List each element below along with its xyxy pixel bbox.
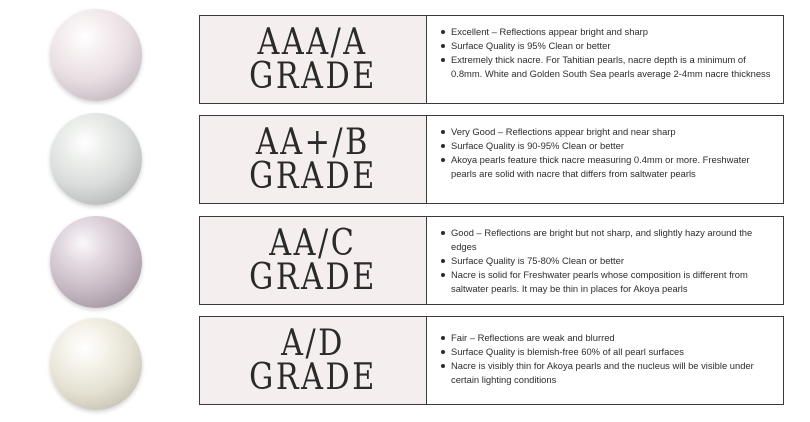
grade-description-box	[426, 316, 784, 405]
grade-description-box	[426, 115, 784, 204]
pearl-image-aa	[50, 216, 142, 308]
grade-label: GRADE	[249, 55, 377, 97]
grade-code: AA/C	[269, 222, 357, 264]
pearl-image-aa-plus	[50, 113, 142, 205]
criteria-item: Very Good – Reflections appear bright and near sharp	[439, 125, 775, 139]
pearl-image-a	[50, 318, 142, 410]
grade-criteria-list	[439, 226, 775, 296]
criteria-item: Nacre is solid for Freshwater pearls whose composition is different from saltwater pearls. It may be thin in places for Akoya pearls	[439, 268, 775, 296]
grade-title-box	[199, 15, 426, 104]
grade-title-box	[199, 115, 426, 204]
criteria-item: Surface Quality is 90-95% Clean or better	[439, 139, 775, 153]
criteria-item: Good – Reflections are bright but not sharp, and slightly hazy around the edges	[439, 226, 775, 254]
grade-criteria-list	[439, 125, 775, 181]
grade-criteria-list	[439, 331, 775, 387]
criteria-item: Surface Quality is 95% Clean or better	[439, 39, 775, 53]
criteria-item: Surface Quality is 75-80% Clean or better	[439, 254, 775, 268]
criteria-item: Fair – Reflections are weak and blurred	[439, 331, 775, 345]
criteria-item: Nacre is visibly thin for Akoya pearls and the nucleus will be visible under certain lighting conditions	[439, 359, 775, 387]
criteria-item: Surface Quality is blemish-free 60% of all pearl surfaces	[439, 345, 775, 359]
grade-label: GRADE	[249, 356, 377, 398]
grade-description-box	[426, 216, 784, 305]
criteria-item: Akoya pearls feature thick nacre measuring 0.4mm or more. Freshwater pearls are solid with nacre that differs from saltwater pearls	[439, 153, 775, 181]
grade-description-box	[426, 15, 784, 104]
grade-title-box	[199, 216, 426, 305]
grade-code: A/D	[281, 322, 345, 364]
grade-label: GRADE	[249, 155, 377, 197]
grade-criteria-list	[439, 25, 775, 81]
criteria-item: Extremely thick nacre. For Tahitian pearls, nacre depth is a minimum of 0.8mm. White and Golden South Sea pearls average 2-4mm nacre thickness	[439, 53, 775, 81]
pearl-image-aaa	[50, 9, 142, 101]
criteria-item: Excellent – Reflections appear bright and sharp	[439, 25, 775, 39]
grade-code: AA+/B	[255, 121, 371, 163]
grade-code: AAA/A	[257, 21, 369, 63]
grade-label: GRADE	[249, 256, 377, 298]
grade-title-box	[199, 316, 426, 405]
